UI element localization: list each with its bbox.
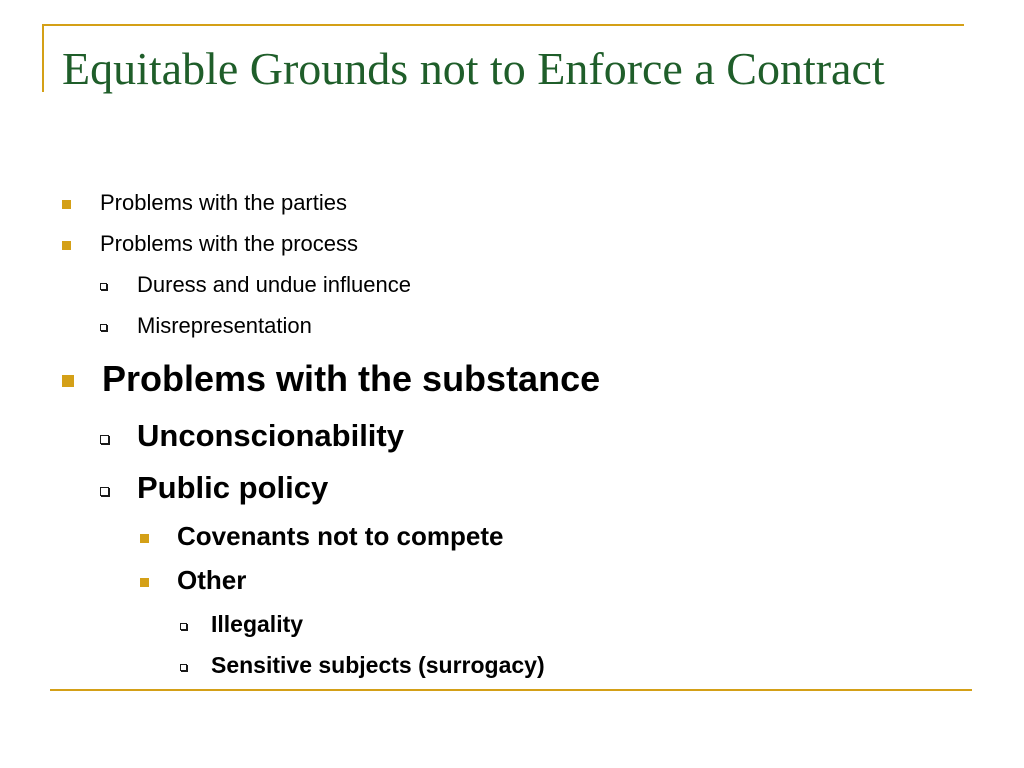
square-bullet-icon xyxy=(62,241,71,250)
outline-item xyxy=(62,190,462,216)
outline-item-label: Problems with the substance xyxy=(102,358,601,399)
outline-item-label: Problems with the process xyxy=(100,231,358,256)
outline-item xyxy=(140,521,640,553)
outline-item-label: Misrepresentation xyxy=(137,313,312,338)
hollow-square-bullet-icon xyxy=(100,324,107,331)
square-bullet-icon xyxy=(140,578,149,587)
square-bullet-icon xyxy=(62,375,74,387)
outline-item-label: Public policy xyxy=(137,470,329,505)
outline-item xyxy=(100,313,520,339)
outline-item xyxy=(180,652,680,680)
outline-item xyxy=(140,565,640,597)
slide-title: Equitable Grounds not to Enforce a Contract xyxy=(62,43,885,94)
outline-item-label: Problems with the parties xyxy=(100,190,347,215)
outline-item xyxy=(100,470,600,508)
outline-item xyxy=(100,272,520,298)
hollow-square-bullet-icon xyxy=(100,487,109,496)
outline-item xyxy=(180,611,680,639)
left-rule xyxy=(42,24,44,92)
top-rule xyxy=(42,24,964,26)
hollow-square-bullet-icon xyxy=(100,435,109,444)
outline-item-label: Covenants not to compete xyxy=(177,521,504,551)
bottom-rule xyxy=(50,689,972,691)
outline-item-label: Illegality xyxy=(211,611,304,637)
outline-item xyxy=(62,231,462,257)
hollow-square-bullet-icon xyxy=(180,623,187,630)
square-bullet-icon xyxy=(140,534,149,543)
outline-item-label: Duress and undue influence xyxy=(137,272,411,297)
square-bullet-icon xyxy=(62,200,71,209)
outline-item-label: Sensitive subjects (surrogacy) xyxy=(211,652,545,678)
hollow-square-bullet-icon xyxy=(100,283,107,290)
outline-item xyxy=(100,418,600,456)
outline-item-label: Other xyxy=(177,565,247,595)
hollow-square-bullet-icon xyxy=(180,664,187,671)
outline-item-label: Unconscionability xyxy=(137,418,404,453)
outline-item xyxy=(62,358,762,402)
